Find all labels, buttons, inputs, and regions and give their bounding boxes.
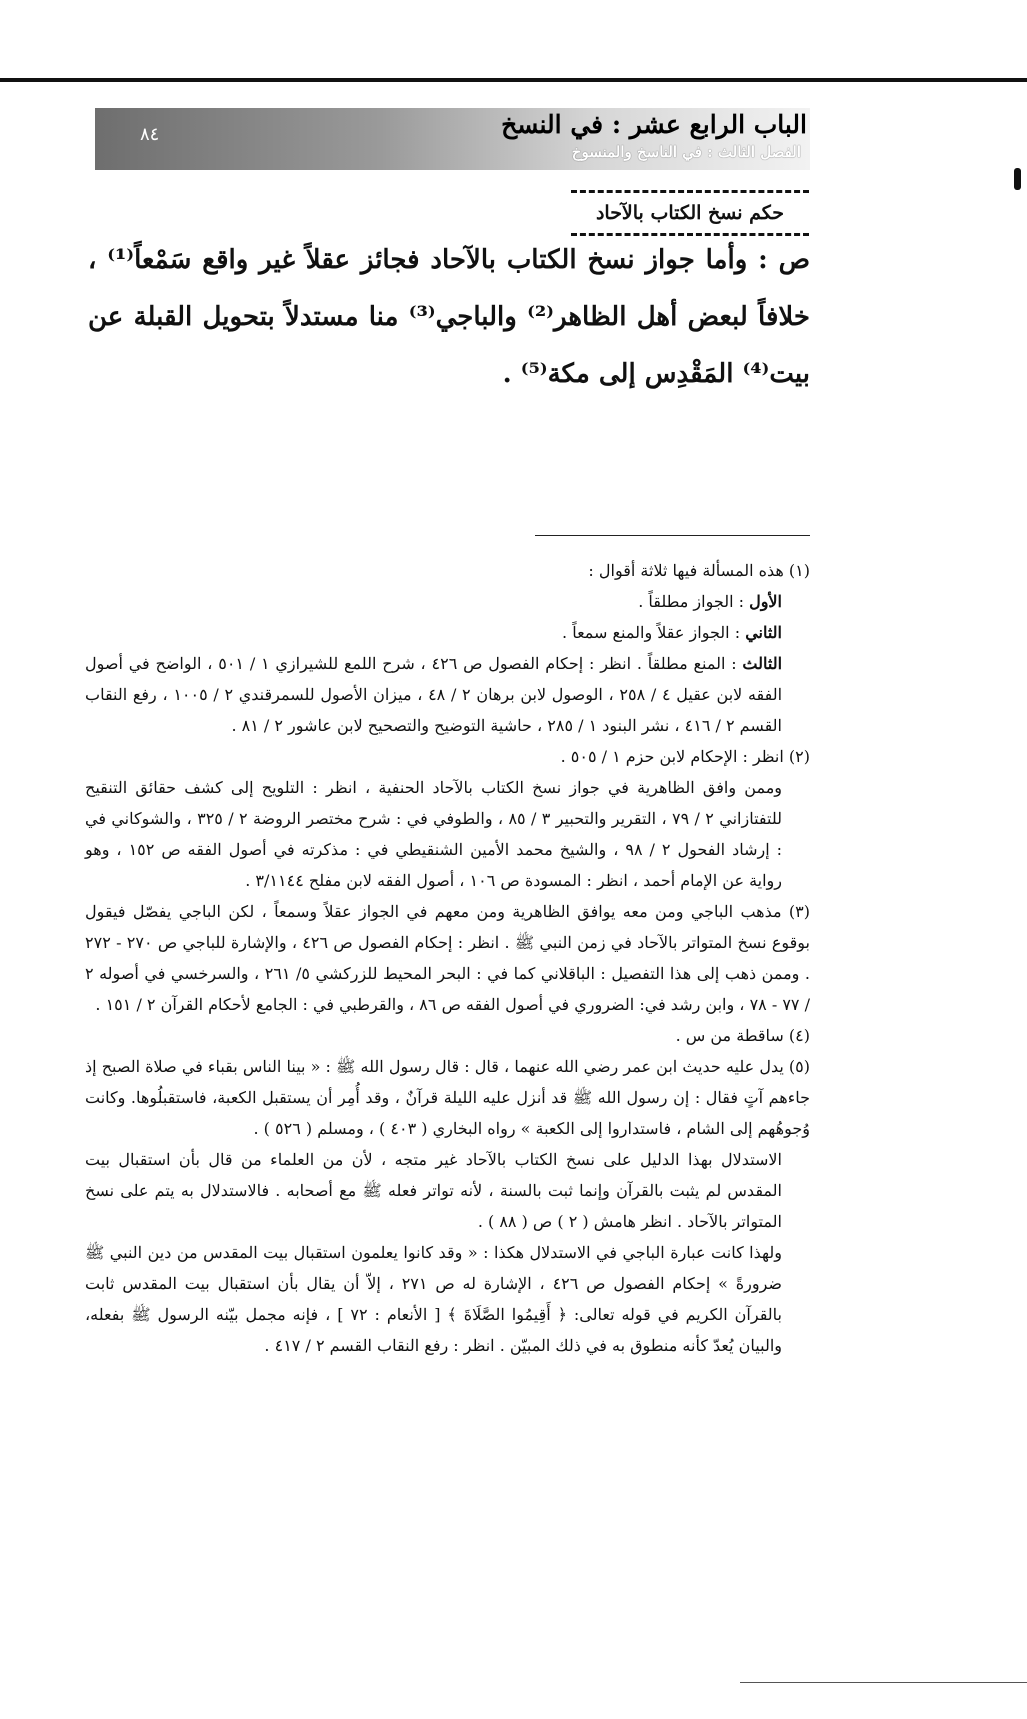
footnote-1-first-label: الأول: [749, 592, 782, 611]
footnote-1-second-text: : الجواز عقلاً والمنع سمعاً .: [562, 623, 741, 642]
footnote-1-intro: (١) هذه المسألة فيها ثلاثة أقوال :: [588, 561, 810, 580]
main-text: [88, 232, 810, 403]
footnote-5: (٥) يدل عليه حديث ابن عمر رضي الله عنهما ، قال : قال رسول الله ﷺ : « بينا الناس بقباء في صلاة الصبح إذ جاءهم آتٍ فقال : إن رسول الله ﷺ قد أنزل عليه الليلة قرآنٌ ، وقد أُمِر أن يستقبل الكعبة، فاستقبلُوها. وكانت وُجوهُهم إلى الشام ، فاستداروا إلى الكعبة » رواه البخاري ( ٤٠٣ ) ، ومسلم ( ٥٢٦ ) .: [85, 1057, 810, 1138]
footnote-1-third-label: الثالث: [742, 654, 783, 673]
footnote-1-third: [85, 648, 810, 741]
footnote-2-continuation: وممن وافق الظاهرية في جواز نسخ الكتاب بالآحاد الحنفية ، انظر : التلويح إلى كشف حقائق التنقيح للتفتازاني ٢ / ٧٩ ، التقرير والتحبير ٣ / ٨٥ ، والطوفي في : شرح مختصر الروضة ٢ / ٣٢٥ ، والشوكاني في : إرشاد الفحول ٢ / ٩٨ ، والشيخ محمد الأمين الشنقيطي في : مذكرته في أصول الفقه ص ١٥٢ ، وهو رواية عن الإمام أحمد ، انظر : المسودة ص ١٠٦ ، أصول الفقه لابن مفلح ٣/١١٤٤ .: [85, 778, 783, 890]
section-title: الفصل الثالث : في الناسخ والمنسوخ: [571, 143, 801, 161]
footnote-1-first-text: : الجواز مطلقاً .: [638, 592, 744, 611]
subheading: حكم نسخ الكتاب بالآحاد: [595, 202, 785, 224]
chapter-title: الباب الرابع عشر : في النسخ: [501, 110, 807, 139]
bottom-rule: [740, 1682, 1027, 1683]
footnote-separator: [535, 535, 810, 536]
subheading-box: [571, 190, 809, 236]
footnote-4: (٤) ساقطة من س .: [675, 1026, 810, 1045]
footnote-5-continuation-1: الاستدلال بهذا الدليل على نسخ الكتاب بالآحاد غير متجه ، لأن من العلماء من قال بأن استقبال بيت المقدس لم يثبت بالقرآن وإنما ثبت بالسنة ، لأنه تواتر فعله ﷺ مع أصحابه . فالاستدلال به يتم على نسخ المتواتر بالآحاد . انظر هامش ( ٢ ) ص ( ٨٨ ) .: [85, 1150, 782, 1231]
footnote-1-second: [85, 617, 810, 648]
footnote-5-continuation-2: ولهذا كانت عبارة الباجي في الاستدلال هكذا : « وقد كانوا يعلمون استقبال بيت المقدس من دين النبي ﷺ ضرورةً » إحكام الفصول ص ٤٢٦ ، الإشارة له ص ٢٧١ ، إلاّ أن يقال بأن استقبال بيت المقدس ثابت بالقرآن الكريم في قوله تعالى: ﴿ أَقِيمُوا الصَّلَاةَ ﴾ [ الأنعام : ٧٢ ] ، فإنه مجمل بيّنه الرسول ﷺ بفعله، والبيان يُعدّ كأنه منطوق به في ذلك المبيّن . انظر : رفع النقاب القسم ٢ / ٤١٧ .: [85, 1243, 783, 1355]
margin-mark: [1014, 168, 1021, 190]
page-number: ٨٤: [140, 124, 160, 145]
main-paragraph: ص : وأما جواز نسخ الكتاب بالآحاد فجائز عقلاً غير واقع سَمْعاً⁽¹⁾ ، خلافاً لبعض أهل الظاهر⁽²⁾ والباجي⁽³⁾ منا مستدلاً بتحويل القبلة عن بيت⁽⁴⁾ المَقْدِس إلى مكة⁽⁵⁾ .: [88, 245, 811, 389]
footnote-2: (٢) انظر : الإحكام لابن حزم ١ / ٥٠٥ .: [560, 747, 810, 766]
footnote-1-third-text: : المنع مطلقاً . انظر : إحكام الفصول ص ٤٢٦ ، شرح اللمع للشيرازي ١ / ٥٠١ ، الواضح في أصول الفقه لابن عقيل ٤ / ٢٥٨ ، الوصول لابن برهان ٢ / ٤٨ ، ميزان الأصول للسمرقندي ٢ / ١٠٠٥ ، رفع النقاب القسم ٢ / ٤١٦ ، نشر البنود ١ / ٢٨٥ ، حاشية التوضيح والتصحيح لابن عاشور ٢ / ٨١ .: [85, 654, 783, 735]
footnote-1-first: [85, 586, 810, 617]
footnotes: [85, 555, 810, 1361]
footnote-3: (٣) مذهب الباجي ومن معه يوافق الظاهرية ومن معهم في الجواز عقلاً وسمعاً ، لكن الباجي يفصّل فيقول بوقوع نسخ المتواتر بالآحاد في زمن النبي ﷺ . انظر : إحكام الفصول ص ٤٢٦ ، والإشارة للباجي ص ٢٧٠ - ٢٧٢ . وممن ذهب إلى هذا التفصيل : الباقلاني كما في : البحر المحيط للزركشي ٥/ ٢٦١ ، والسرخسي في أصوله ٢ / ٧٧ - ٧٨ ، وابن رشد في: الضروري في أصول الفقه ص ٨٦ ، والقرطبي في : الجامع لأحكام القرآن ٢ / ١٥١ .: [85, 902, 810, 1014]
top-rule: [0, 78, 1027, 82]
footnote-1-second-label: الثاني: [745, 623, 782, 642]
